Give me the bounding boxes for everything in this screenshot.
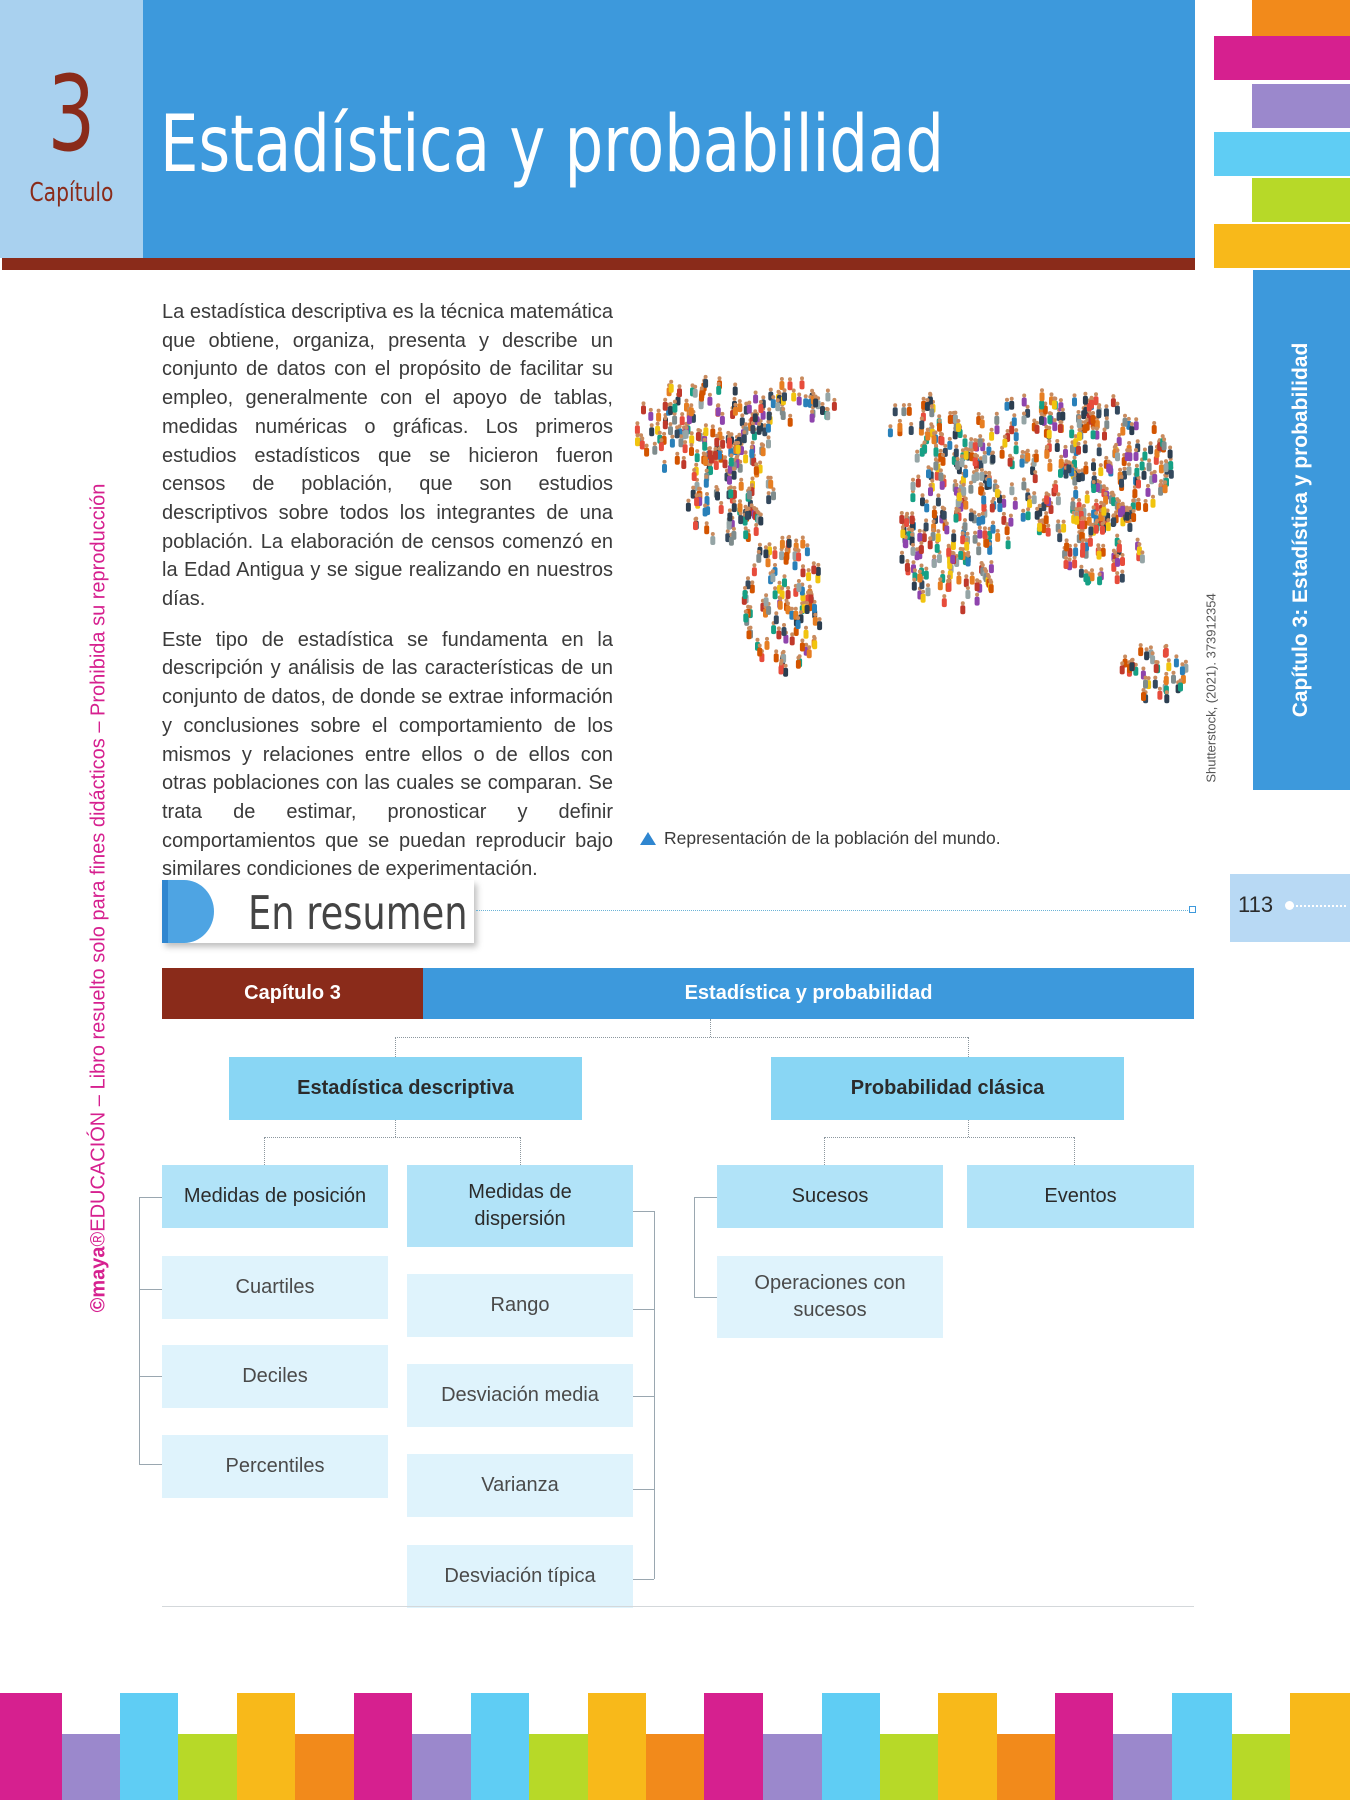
branch-probabilidad-clasica: Probabilidad clásica <box>771 1057 1124 1120</box>
bracket <box>654 1211 655 1579</box>
summary-line-end <box>1189 906 1196 913</box>
item-operaciones-con-sucesos: Operaciones con sucesos <box>717 1256 943 1338</box>
paragraph-1: La estadística descriptiva es la técnica matemática que obtiene, organiza, presenta y describe un conjunto de datos con el propósito de facilitar su empleo, generalmente con el apoyo de tablas, medidas numéricas o gráficas. Los primeros estudios estadísticos que se hicieron fueron censos de población, que son estudios descriptivos sobre todos los integrantes de una población. La elaboración de censos comenzó en la Edad Antigua y se sigue realizando en nuestros días. <box>162 301 613 611</box>
header-rule <box>2 258 1195 270</box>
chapter-side-label: Capítulo 3: Estadística y probabilidad <box>1289 342 1312 718</box>
image-caption <box>640 828 1001 849</box>
bracket <box>139 1197 140 1464</box>
bracket <box>633 1579 654 1580</box>
bracket <box>633 1489 654 1490</box>
copyright-text: ®EDUCACIÓN – Libro resuelto solo para fines didácticos – Prohibida su reproducción <box>87 483 110 1247</box>
footer-stripe <box>822 1693 880 1800</box>
footer-stripe <box>120 1693 178 1800</box>
bracket <box>694 1197 717 1198</box>
footer-stripe <box>354 1693 412 1800</box>
connector <box>520 1137 521 1165</box>
map-chapter-label: Capítulo 3 <box>162 968 423 1019</box>
summary-title: En resumen <box>248 886 468 940</box>
item-percentiles: Percentiles <box>162 1435 388 1498</box>
footer-stripe <box>295 1734 354 1800</box>
tab-lime <box>1252 178 1350 222</box>
footer-stripe <box>1113 1734 1172 1800</box>
footer-stripe <box>1172 1693 1232 1800</box>
footer-stripe <box>412 1734 471 1800</box>
connector <box>395 1037 968 1038</box>
item-rango: Rango <box>407 1274 633 1337</box>
summary-dotted-line <box>476 910 1190 911</box>
footer-stripe <box>997 1734 1055 1800</box>
footer-stripe <box>178 1734 237 1800</box>
connector <box>395 1120 396 1137</box>
intro-text <box>162 298 613 896</box>
branch-estadistica-descriptiva: Estadística descriptiva <box>229 1057 582 1120</box>
bracket <box>139 1197 162 1198</box>
page-number: 113 <box>1238 892 1274 917</box>
tab-orange <box>1252 0 1350 36</box>
connector <box>264 1137 520 1138</box>
footer-stripe <box>588 1693 646 1800</box>
footer-stripe <box>704 1693 763 1800</box>
footer-stripe <box>529 1734 588 1800</box>
item-varianza: Varianza <box>407 1454 633 1517</box>
tab-magenta <box>1214 36 1350 80</box>
footer-stripe <box>237 1693 295 1800</box>
group-medidas-de-dispersion: Medidas de dispersión <box>407 1165 633 1247</box>
chapter-number: 3 <box>47 53 96 175</box>
tab-cyan <box>1214 132 1350 176</box>
image-credit: Shutterstock, (2021). 373912354 <box>1203 593 1219 783</box>
connector <box>710 1019 711 1037</box>
footer-stripe <box>646 1734 704 1800</box>
bracket <box>694 1297 717 1298</box>
page-dots <box>1288 905 1346 907</box>
copyright-brand: ©maya <box>87 1246 110 1313</box>
bracket <box>633 1396 654 1397</box>
caption-triangle-icon <box>640 832 656 845</box>
connector <box>395 1037 396 1057</box>
footer-stripe <box>471 1693 529 1800</box>
bracket <box>139 1376 162 1377</box>
footer-stripe <box>938 1693 997 1800</box>
footer-stripe <box>0 1693 62 1800</box>
connector <box>968 1120 969 1137</box>
bracket <box>139 1289 162 1290</box>
bracket <box>633 1309 654 1310</box>
map-topic-label: Estadística y probabilidad <box>423 968 1194 1019</box>
group-sucesos: Sucesos <box>717 1165 943 1228</box>
tab-yellow <box>1214 224 1350 268</box>
connector <box>1074 1137 1075 1165</box>
bottom-rule <box>162 1606 1194 1607</box>
footer-stripe <box>62 1734 120 1800</box>
connector <box>824 1137 825 1165</box>
tab-purple <box>1252 84 1350 128</box>
footer-stripe <box>1055 1693 1113 1800</box>
paragraph-2: Este tipo de estadística se fundamenta en la descripción y análisis de las características de un conjunto de datos, de donde se extrae información y conclusiones sobre el comportamiento de los mismos y relaciones entre ellos o de ellos con otras poblaciones con las cuales se comparan. Se trata de estimar, pronosticar y definir comportamientos que se puedan reproducir bajo similares condiciones de experimentación. <box>162 628 613 881</box>
group-medidas-de-posicion: Medidas de posición <box>162 1165 388 1228</box>
bracket <box>694 1197 695 1297</box>
connector <box>264 1137 265 1165</box>
item-deciles: Deciles <box>162 1345 388 1408</box>
footer-stripe <box>880 1734 938 1800</box>
page-title: Estadística y probabilidad <box>160 100 944 190</box>
item-desviacion-media: Desviación media <box>407 1364 633 1427</box>
copyright-notice <box>88 484 111 1313</box>
bracket <box>633 1211 654 1212</box>
caption-text: Representación de la población del mundo. <box>664 828 1001 848</box>
item-cuartiles: Cuartiles <box>162 1256 388 1319</box>
footer-stripe <box>763 1734 822 1800</box>
group-eventos: Eventos <box>967 1165 1194 1228</box>
connector <box>968 1037 969 1057</box>
item-desviacion-tipica: Desviación típica <box>407 1545 633 1608</box>
summary-d-icon <box>162 880 214 943</box>
world-population-map-image <box>634 372 1194 772</box>
chapter-label: Capítulo <box>29 178 114 208</box>
bracket <box>139 1464 162 1465</box>
connector <box>824 1137 1074 1138</box>
footer-stripe <box>1290 1693 1350 1800</box>
footer-stripe <box>1232 1734 1290 1800</box>
